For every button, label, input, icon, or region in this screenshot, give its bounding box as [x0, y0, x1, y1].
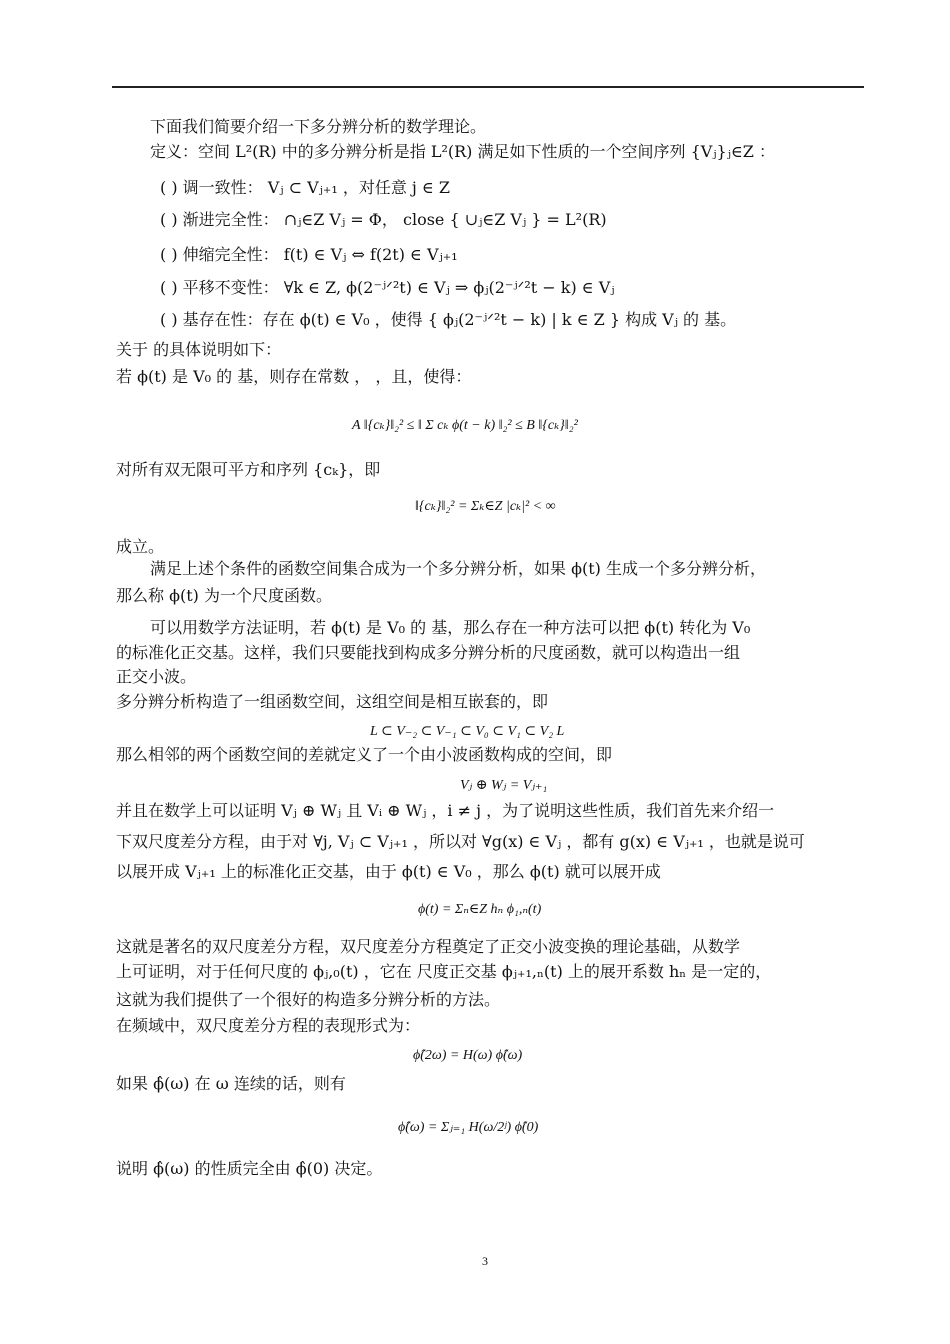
- header-rule: [112, 86, 864, 88]
- text-line: 正交小波。: [116, 667, 197, 686]
- equation-infinite-product: ϕ̂(ω) = Σⱼ₌₁ H(ω/2ʲ) ϕ̂(0): [398, 1120, 539, 1135]
- equation-two-scale: ϕ(t) = Σₙ∈Z hₙ ϕ₁,ₙ(t): [418, 902, 542, 917]
- text-line: 对所有双无限可平方和序列 {cₖ}，即: [116, 460, 381, 479]
- text-line: 这就为我们提供了一个很好的构造多分辨分析的方法。: [116, 990, 501, 1009]
- text-line: 定义：空间 L²(R) 中的多分辨分析是指 L²(R) 满足如下性质的一个空间序列 {Vⱼ}ⱼ∈Z ：: [150, 142, 775, 161]
- text-line: 多分辨分析构造了一组函数空间，这组空间是相互嵌套的，即: [116, 692, 549, 711]
- equation-direct-sum: Vⱼ ⊕ Wⱼ = Vⱼ₊₁: [460, 778, 548, 793]
- text-line: 在频域中，双尺度差分方程的表现形式为：: [116, 1016, 421, 1035]
- text-line: 下面我们简要介绍一下多分辨分析的数学理论。: [150, 117, 487, 136]
- text-line: 关于 的具体说明如下：: [116, 340, 282, 359]
- text-line: 并且在数学上可以证明 Vⱼ ⊕ Wⱼ 且 Vᵢ ⊕ Wⱼ ，i ≠ j ，为了说明这些性质，我们首先来介绍一: [116, 801, 775, 820]
- text-line: 说明 ϕ̂(ω) 的性质完全由 ϕ̂(0) 决定。: [116, 1159, 383, 1178]
- text-line: 下双尺度差分方程，由于对 ∀j, Vⱼ ⊂ Vⱼ₊₁ ，所以对 ∀g(x) ∈ Vⱼ ，都有 g(x) ∈ Vⱼ₊₁ ，也就是说可: [116, 832, 805, 851]
- text-line: 成立。: [116, 537, 165, 556]
- text-line: 以展开成 Vⱼ₊₁ 上的标准化正交基，由于 ϕ(t) ∈ V₀ ，那么 ϕ(t) 就可以展开成: [116, 862, 661, 881]
- equation-frequency: ϕ̂(2ω) = H(ω) ϕ̂(ω): [413, 1048, 523, 1063]
- property-5: ( ) 基存在性：存在 ϕ(t) ∈ V₀ ，使得 { ϕⱼ(2⁻ʲᐟ²t − k) | k ∈ Z } 构成 Vⱼ 的 基。: [160, 310, 737, 329]
- text-line: 可以用数学方法证明，若 ϕ(t) 是 V₀ 的 基，那么存在一种方法可以把 ϕ(t) 转化为 V₀: [150, 618, 751, 637]
- equation-l2-norm: ‖{cₖ}‖₂² = Σₖ∈Z |cₖ|² < ∞: [415, 499, 556, 514]
- property-2: ( ) 渐进完全性： ∩ⱼ∈Z Vⱼ = Φ， close { ∪ⱼ∈Z Vⱼ } = L²(R): [160, 210, 607, 229]
- text-line: 若 ϕ(t) 是 V₀ 的 基，则存在常数 ， ，且，使得：: [116, 367, 472, 386]
- text-line: 的标准化正交基。这样，我们只要能找到构成多分辨分析的尺度函数，就可以构造出一组: [116, 643, 741, 662]
- equation-riesz: A ‖{cₖ}‖₂² ≤ ‖ Σ cₖ ϕ(t − k) ‖₂² ≤ B ‖{cₖ}‖₂²: [352, 418, 578, 433]
- text-line: 满足上述个条件的函数空间集合成为一个多分辨分析，如果 ϕ(t) 生成一个多分辨分析，: [150, 559, 766, 578]
- equation-nesting: L ⊂ V₋₂ ⊂ V₋₁ ⊂ V₀ ⊂ V₁ ⊂ V₂ L: [370, 724, 565, 739]
- text-line: 如果 ϕ̂(ω) 在 ω 连续的话，则有: [116, 1074, 346, 1093]
- text-line: 那么相邻的两个函数空间的差就定义了一个由小波函数构成的空间，即: [116, 745, 613, 764]
- page-number: 3: [482, 1254, 488, 1268]
- text-line: 这就是著名的双尺度差分方程，双尺度差分方程奠定了正交小波变换的理论基础，从数学: [116, 937, 741, 956]
- text-line: 上可证明，对于任何尺度的 ϕⱼ,₀(t) ，它在 尺度正交基 ϕⱼ₊₁,ₙ(t) 上的展开系数 hₙ 是一定的，: [116, 962, 772, 981]
- text-line: 那么称 ϕ(t) 为一个尺度函数。: [116, 586, 332, 605]
- property-3: ( ) 伸缩完全性： f(t) ∈ Vⱼ ⇔ f(2t) ∈ Vⱼ₊₁: [160, 245, 458, 264]
- property-4: ( ) 平移不变性： ∀k ∈ Z, ϕ(2⁻ʲᐟ²t) ∈ Vⱼ ⇒ ϕⱼ(2⁻ʲᐟ²t − k) ∈ Vⱼ: [160, 278, 615, 297]
- property-1: ( ) 调一致性： Vⱼ ⊂ Vⱼ₊₁ ，对任意 j ∈ Z: [160, 178, 451, 197]
